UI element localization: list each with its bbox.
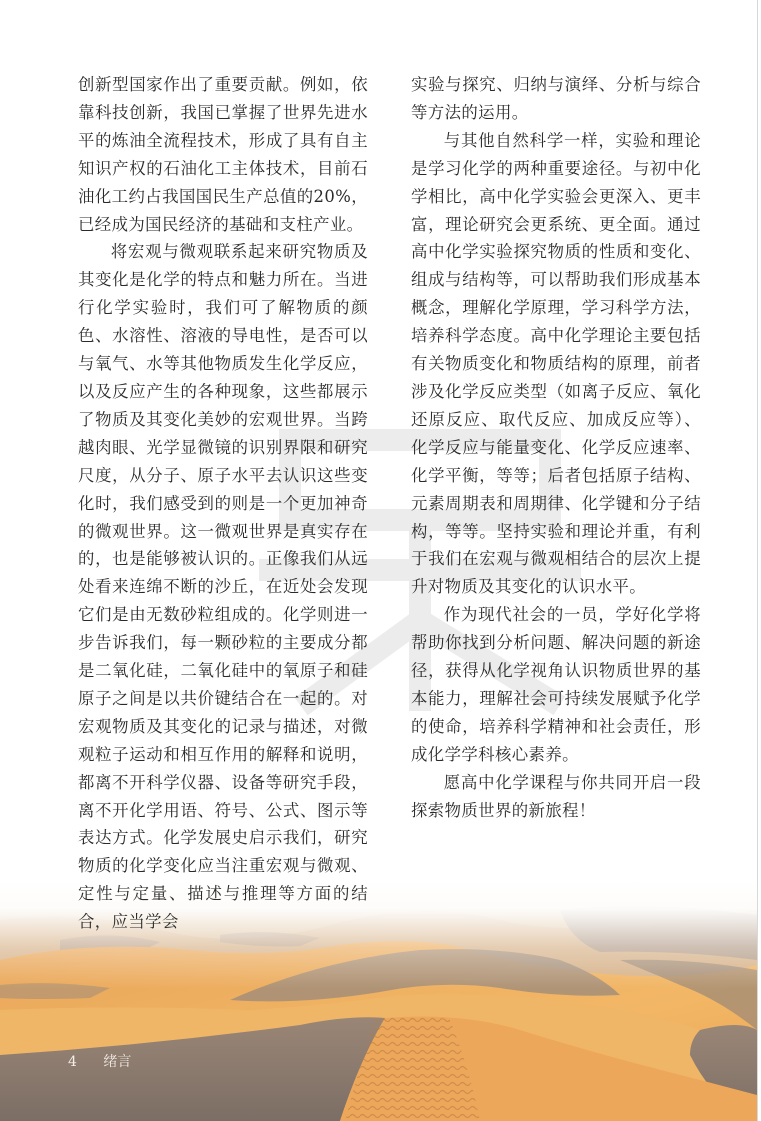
paragraph: 与其他自然科学一样，实验和理论是学习化学的两种重要途径。与初中化学相比，高中化学实验会更深入、更丰富，理论研究会更系统、更全面。通过高中化学实验探究物质的性质和变化、组成与结构等，可以帮助我们形成基本概念，理解化学原理，学习科学方法，培养科学态度。高中化学理论主要包括有关物质变化和物质结构的原理，前者涉及化学反应类型（如离子反应、氧化还原反应、取代反应、加成反应等）、化学反应与能量变化、化学反应速率、化学平衡，等等；后者包括原子结构、元素周期表和周期律、化学键和分子结构，等等。坚持实验和理论并重，有利于我们在宏观与微观相结合的层次上提升对物质及其变化的认识水平。	[411, 130, 701, 597]
page-edge-line	[757, 0, 758, 1121]
page-number: 4	[68, 1054, 77, 1070]
paragraph: 将宏观与微观联系起来研究物质及其变化是化学的特点和魅力所在。当进行化学实验时，我们可了解物质的颜色、水溶性、溶液的导电性，是否可以与氧气、水等其他物质发生化学反应，以及反应产生的各种现象，这些都展示了物质及其变化美妙的宏观世界。当跨越肉眼、光学显微镜的识别界限和研究尺度，从分子、原子水平去认识这些变化时，我们感受到的则是一个更加神奇的微观世界。这一微观世界是真实存在的，也是能够被认识的。正像我们从远处看来连绵不断的沙丘，在近处会发现它们是由无数砂粒组成的。化学则进一步告诉我们，每一颗砂粒的主要成分都是二氧化硅，二氧化硅中的氧原子和硅原子之间是以共价键结合在一起的。对宏观物质及其变化的记录与描述，对微观粒子运动和相互作用的解释和说明，都离不开科学仪器、设备等研究手段，离不开化学用语、符号、公式、图示等表达方式。化学发展史启示我们，研究物质的化学变化应当注重宏观与微观、定性与定量、描述与推理等方面的结合，应当学会	[78, 242, 368, 932]
paragraph: 实验与探究、归纳与演绎、分析与综合等方法的运用。	[411, 75, 701, 122]
left-text-column	[78, 71, 368, 936]
right-text-column	[411, 71, 701, 824]
section-title: 绪言	[103, 1054, 132, 1070]
paragraph: 作为现代社会的一员，学好化学将帮助你找到分析问题、解决问题的新途径，获得从化学视角认识物质世界的基本能力，理解社会可持续发展赋予化学的使命，培养科学精神和社会责任，形成化学学科核心素养。	[411, 605, 701, 764]
paragraph: 愿高中化学课程与你共同开启一段探索物质世界的新旅程！	[411, 772, 701, 820]
page-footer	[68, 1051, 131, 1071]
paragraph: 创新型国家作出了重要贡献。例如，依靠科技创新，我国已掌握了世界先进水平的炼油全流程技术，形成了具有自主知识产权的石油化工主体技术，目前石油化工约占我国国民生产总值的20%，已经成为国民经济的基础和支柱产业。	[78, 75, 368, 234]
